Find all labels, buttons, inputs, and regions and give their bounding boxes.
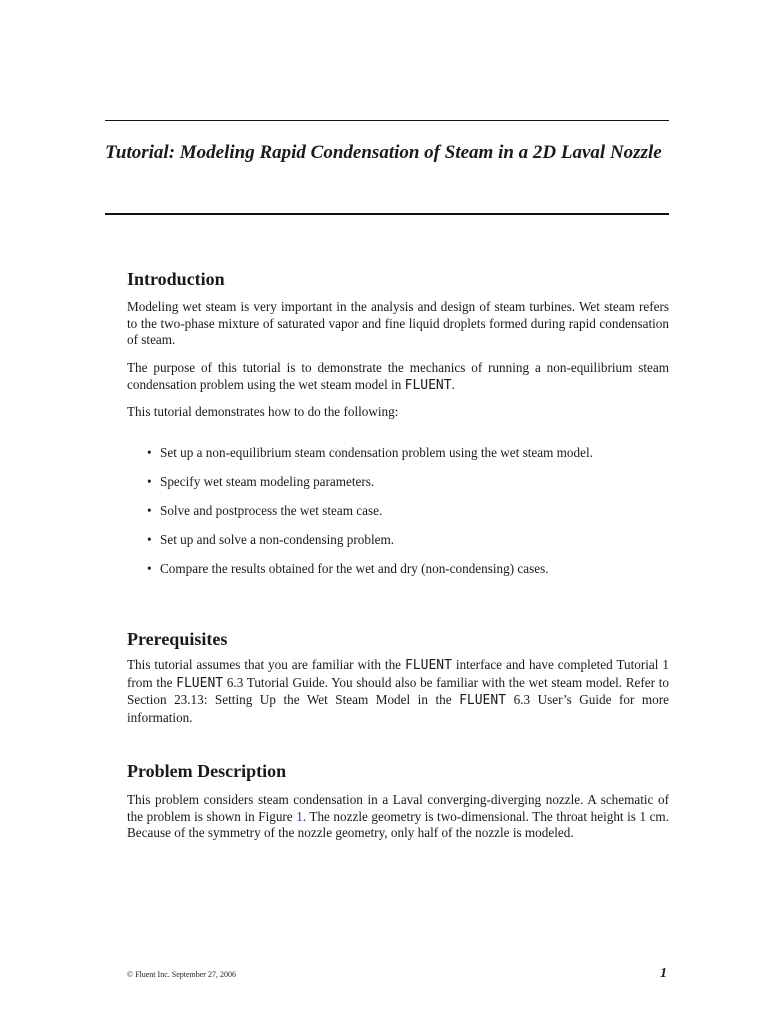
bullet-icon: • <box>147 503 152 518</box>
list-item: • Set up and solve a non-condensing problem. <box>147 532 395 547</box>
product-name: FLUENT <box>404 377 452 393</box>
introduction-heading: Introduction <box>127 269 225 289</box>
objectives-list <box>147 445 667 590</box>
figure-link[interactable]: 1 <box>296 808 303 824</box>
introduction-paragraph-2: The purpose of this tutorial is to demonstrate the mechanics of running a non-equilibrium steam condensation problem using the wet steam model in FLUENT. <box>127 360 669 393</box>
page-number: 1 <box>660 966 667 981</box>
prerequisites-heading: Prerequisites <box>127 629 228 649</box>
document-title: Tutorial: Modeling Rapid Condensation of Steam in a 2D Laval Nozzle <box>105 142 662 163</box>
title-rule <box>105 213 669 215</box>
list-item: • Set up a non-equilibrium steam condensation problem using the wet steam model. <box>147 445 593 460</box>
list-item: • Specify wet steam modeling parameters. <box>147 474 375 489</box>
list-item: • Compare the results obtained for the wet and dry (non-condensing) cases. <box>147 561 549 576</box>
bullet-icon: • <box>147 474 152 489</box>
problem-description-paragraph: This problem considers steam condensation in a Laval converging-diverging nozzle. A schematic of the problem is shown in Figure 1. The nozzle geometry is two-dimensional. The throat height is 1 cm. Because of the symmetry of the nozzle geometry, only half of the nozzle is modeled. <box>127 792 669 840</box>
copyright-footer: © Fluent Inc. September 27, 2006 <box>127 970 236 979</box>
product-name: FLUENT <box>176 675 224 691</box>
top-rule <box>105 120 669 121</box>
product-name: FLUENT <box>404 658 452 673</box>
bullet-icon: • <box>147 532 152 547</box>
introduction-paragraph-1: Modeling wet steam is very important in the analysis and design of steam turbines. Wet steam refers to the two-phase mixture of saturated vapor and fine liquid droplets formed during rapid condensation of steam. <box>127 299 669 347</box>
bullet-icon: • <box>147 561 152 576</box>
bullet-icon: • <box>147 445 152 460</box>
product-name: FLUENT <box>459 693 507 708</box>
prerequisites-paragraph: This tutorial assumes that you are familiar with the FLUENT interface and have completed Tutorial 1 from the FLUENT 6.3 Tutorial Guide. You should also be familiar with the wet steam model. Refer to Section 23.13: Setting Up the Wet Steam Model in the FLUENT 6.3 User’s Guide for more information. <box>127 657 669 725</box>
list-item: • Solve and postprocess the wet steam case. <box>147 503 383 518</box>
problem-description-heading: Problem Description <box>127 761 287 781</box>
introduction-paragraph-3: This tutorial demonstrates how to do the following: <box>127 404 399 419</box>
